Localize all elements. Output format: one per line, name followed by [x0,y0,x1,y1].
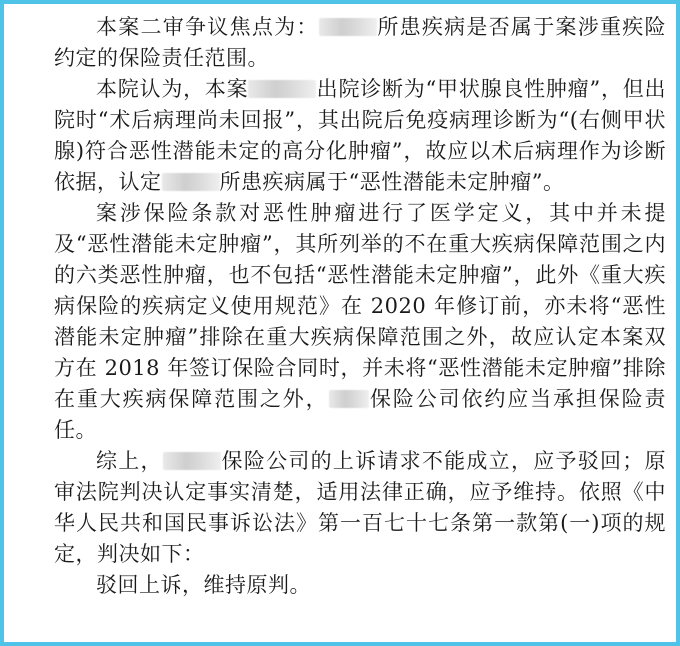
paragraph-judgment [54,570,666,601]
paragraph-dispute-focus [54,12,666,74]
text-segment: 所患疾病属于“恶性潜能未定肿瘤”。 [219,170,565,194]
redacted-name [329,390,369,408]
redacted-name [162,173,220,191]
redacted-name [248,80,316,98]
redacted-name [319,18,377,36]
text-segment: 本院认为，本案 [96,77,249,101]
text-segment: 案涉保险条款对恶性肿瘤进行了医学定义，其中并未提及“恶性潜能未定肿瘤”，其所列举的不在重大疾病保障范围之内的六类恶性肿瘤，也不包括“恶性潜能未定肿瘤”，此外《重大疾病保险的疾病定义使用规范》在 2020 年修订前，亦未将“恶性潜能未定肿瘤”排除在重大疾病保障范围之外，故应认定本案双方在 2018 年签订保险合同时，并未将“恶性潜能未定肿瘤”排除在重大疾病保障范围之外， [54,201,666,411]
text-segment: 本案二审争议焦点为： [96,15,319,39]
paragraph-conclusion [54,446,666,570]
paragraph-insurance-terms [54,198,666,446]
redacted-name [163,452,221,470]
paragraph-court-opinion [54,74,666,198]
text-segment: 驳回上诉，维持原判。 [96,573,311,597]
text-segment: 出院诊断为“甲状腺良性肿瘤”，但出院时“术后病理尚未回报”，其出院后免疫病理诊断为“(右侧甲状腺)符合恶性潜能未定的高分化肿瘤”，故应以术后病理作为诊断依据，认定 [54,77,666,194]
text-segment: 保险公司的上诉请求不能成立，应予驳回；原审法院判决认定事实清楚，适用法律正确，应予维持。依照《中华人民共和国民事诉讼法》第一百七十七条第一款第(一)项的规定，判决如下： [54,449,667,566]
document-body [54,12,666,601]
text-segment: 所患疾病是否属于案涉重疾险约定的保险责任范围。 [54,15,666,70]
text-segment: 综上， [96,449,163,473]
text-segment: 保险公司依约应当承担保险责任。 [54,387,667,442]
